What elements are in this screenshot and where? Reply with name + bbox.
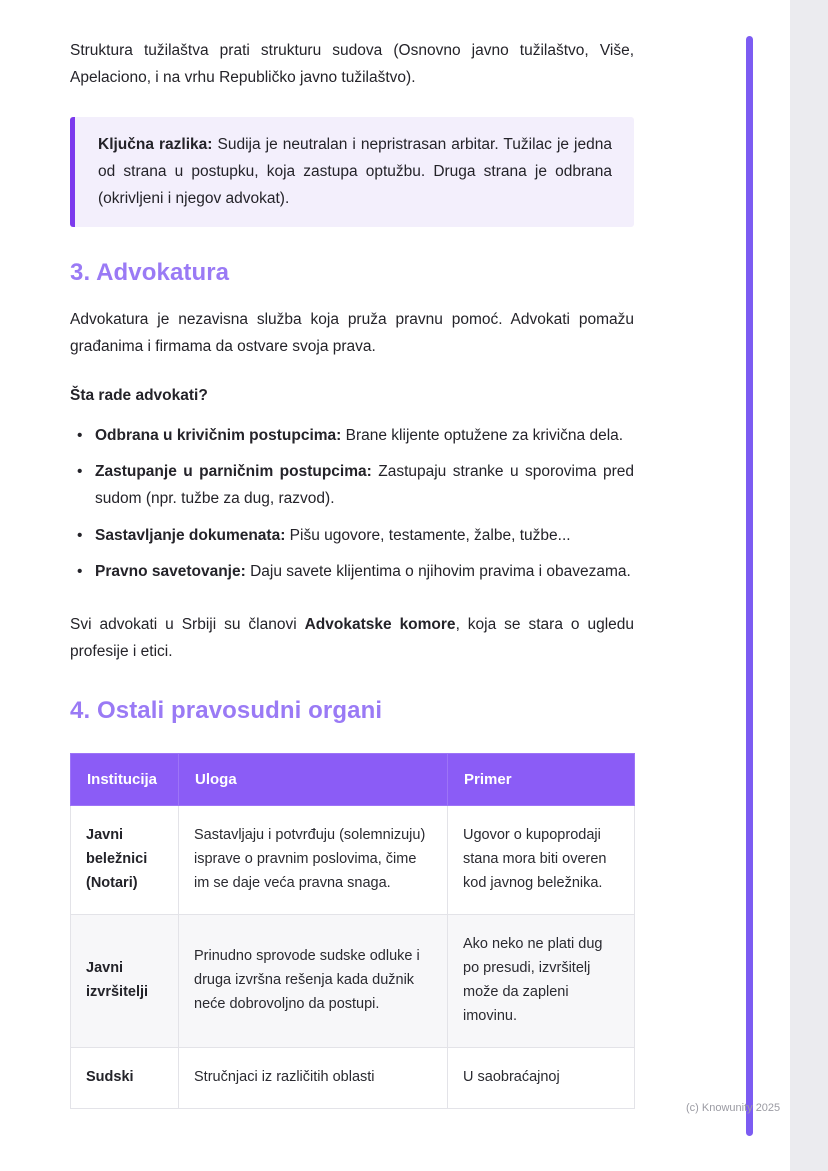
table-header-row bbox=[71, 754, 635, 806]
cell-example: Ugovor o kupoprodaji stana mora biti overen kod javnog beležnika. bbox=[448, 806, 635, 915]
watermark-credit: (c) Knowunity 2025 bbox=[686, 1102, 781, 1114]
table-row bbox=[71, 1047, 635, 1108]
bullet-label: Zastupanje u parničnim postupcima: bbox=[95, 463, 372, 481]
list-item bbox=[70, 459, 634, 512]
list-item bbox=[70, 523, 634, 550]
closing-paragraph bbox=[70, 612, 634, 665]
cell-role: Stručnjaci iz različitih oblasti bbox=[179, 1047, 448, 1108]
table-row bbox=[71, 806, 635, 915]
closing-bold: Advokatske komore bbox=[304, 615, 456, 633]
bullet-text: Daju savete klijentima o njihovim pravima i obavezama. bbox=[245, 563, 631, 581]
cell-example: Ako neko ne plati dug po presudi, izvršitelj može da zapleni imovinu. bbox=[448, 914, 635, 1047]
bullet-label: Odbrana u krivičnim postupcima: bbox=[95, 426, 342, 444]
bullet-label: Sastavljanje dokumenata: bbox=[95, 526, 286, 544]
cell-institution: Javni izvršitelji bbox=[71, 914, 179, 1047]
cell-example: U saobraćajnoj bbox=[448, 1047, 635, 1108]
advokati-bullet-list bbox=[70, 423, 634, 586]
institutions-table bbox=[70, 753, 635, 1108]
document-content bbox=[70, 0, 634, 1109]
scrollbar-thumb[interactable] bbox=[746, 36, 753, 1136]
cell-role: Prinudno sprovode sudske odluke i druga izvršna rešenja kada dužnik neće dobrovoljno da postupi. bbox=[179, 914, 448, 1047]
cell-role: Sastavljaju i potvrđuju (solemnizuju) isprave o pravnim poslovima, čime im se daje veća pravna snaga. bbox=[179, 806, 448, 915]
section-heading-advokatura: 3. Advokatura bbox=[70, 259, 230, 287]
advokati-question: Šta rade advokati? bbox=[70, 386, 208, 404]
bullet-label: Pravno savetovanje: bbox=[95, 563, 246, 581]
cell-institution: Sudski bbox=[71, 1047, 179, 1108]
closing-after: , koja se stara o ugledu profesije i etici. bbox=[70, 615, 635, 660]
bullet-text: Brane klijente optužene za krivična dela. bbox=[341, 426, 624, 444]
column-header-institucija: Institucija bbox=[71, 754, 179, 806]
key-difference-callout bbox=[70, 117, 634, 227]
cell-institution: Javni beležnici (Notari) bbox=[71, 806, 179, 915]
advokatura-paragraph: Advokatura je nezavisna služba koja pruža pravnu pomoć. Advokati pomažu građanima i firmama da ostvare svoja prava. bbox=[70, 311, 634, 355]
intro-paragraph: Struktura tužilaštva prati strukturu sudova (Osnovno javno tužilaštvo, Više, Apelaciono, i na vrhu Republičko javno tužilaštvo). bbox=[70, 42, 634, 86]
bullet-text: Pišu ugovore, testamente, žalbe, tužbe... bbox=[285, 526, 571, 544]
callout-label: Ključna razlika: bbox=[98, 136, 213, 154]
table-row bbox=[71, 914, 635, 1047]
callout-text: Sudija je neutralan i nepristrasan arbitar. Tužilac je jedna od strana u postupku, koja zastupa optužbu. Druga strana je odbrana (okrivljeni i njegov advokat). bbox=[98, 136, 612, 207]
section-heading-ostali-organi: 4. Ostali pravosudni organi bbox=[70, 697, 383, 725]
column-header-primer: Primer bbox=[448, 754, 635, 806]
bullet-text: Zastupaju stranke u sporovima pred sudom (npr. tužbe za dug, razvod). bbox=[95, 463, 634, 507]
page-edge-strip bbox=[790, 0, 828, 1171]
column-header-uloga: Uloga bbox=[179, 754, 448, 806]
list-item bbox=[70, 423, 634, 450]
closing-before: Svi advokati u Srbiji su članovi bbox=[70, 615, 305, 633]
list-item bbox=[70, 559, 634, 586]
callout-paragraph bbox=[98, 132, 612, 212]
